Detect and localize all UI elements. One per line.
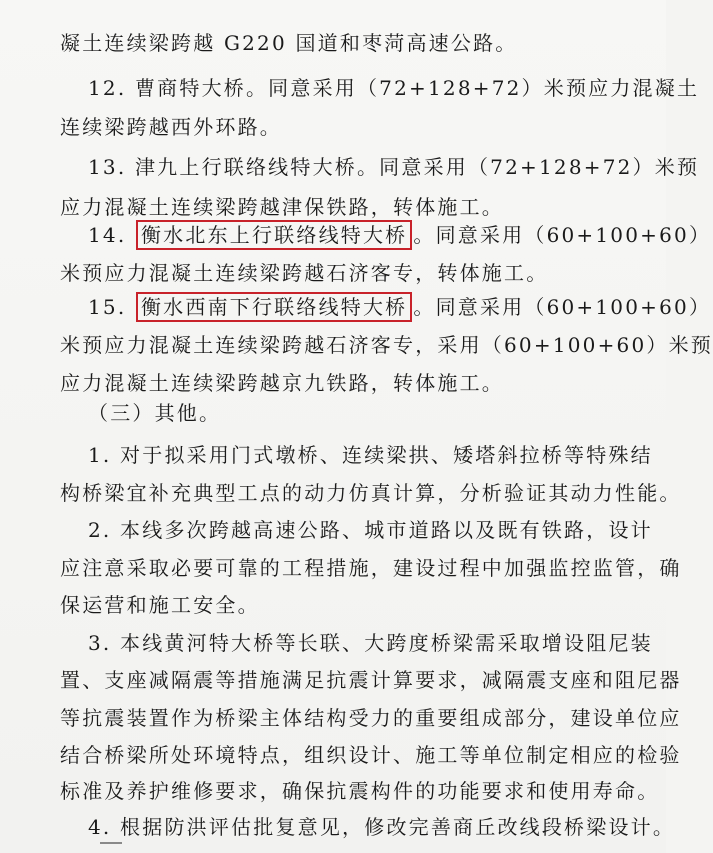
item-2-line-2: 应注意采取必要可靠的工程措施，建设过程中加强监控监管，确 xyxy=(60,556,682,580)
item-12-line-1: 12. 曹商特大桥。同意采用（72+128+72）米预应力混凝土 xyxy=(88,76,700,100)
item-13-line-1: 13. 津九上行联络线特大桥。同意采用（72+128+72）米预 xyxy=(88,155,700,179)
item-3-line-2: 置、支座减隔震等措施满足抗震计算要求，减隔震支座和阻尼器 xyxy=(60,668,682,692)
page-number-fragment xyxy=(100,842,122,852)
item-3-line-5: 标准及养护维修要求，确保抗震构件的功能要求和使用寿命。 xyxy=(60,779,660,803)
item-15-line-3: 应力混凝土连续梁跨越京九铁路，转体施工。 xyxy=(60,371,504,395)
item-15-line-2: 米预应力混凝土连续梁跨越石济客专，采用（60+100+60）米预 xyxy=(60,333,713,357)
item-4-line-1: 4. 根据防洪评估批复意见，修改完善商丘改线段桥梁设计。 xyxy=(88,815,676,839)
item-14-line-1: 14. 衡水北东上行联络线特大桥 。同意采用（60+100+60） xyxy=(88,220,711,250)
item-2-line-1: 2. 本线多次跨越高速公路、城市道路以及既有铁路，设计 xyxy=(88,518,653,542)
item-1-line-1: 1. 对于拟采用门式墩桥、连续梁拱、矮塔斜拉桥等特殊结 xyxy=(88,443,653,467)
item-1-line-2: 构桥梁宜补充典型工点的动力仿真计算，分析验证其动力性能。 xyxy=(60,481,682,505)
item-3-line-4: 结合桥梁所处环境特点，组织设计、施工等单位制定相应的检验 xyxy=(60,743,682,767)
item-14-line-2: 米预应力混凝土连续梁跨越石济客专，转体施工。 xyxy=(60,261,549,285)
highlight-box-bridge-15: 衡水西南下行联络线特大桥 xyxy=(136,292,412,322)
item-2-line-3: 保运营和施工安全。 xyxy=(60,593,260,617)
text-line: 凝土连续梁跨越 G220 国道和枣菏高速公路。 xyxy=(60,31,518,55)
item-15-line-1: 15. 衡水西南下行联络线特大桥 。同意采用（60+100+60） xyxy=(88,292,711,322)
item-3-line-1: 3. 本线黄河特大桥等长联、大跨度桥梁需采取增设阻尼装 xyxy=(88,631,653,655)
section-heading-other: （三）其他。 xyxy=(88,401,222,425)
item-13-line-2: 应力混凝土连续梁跨越津保铁路，转体施工。 xyxy=(60,195,504,219)
highlight-box-bridge-14: 衡水北东上行联络线特大桥 xyxy=(136,220,412,250)
item-12-line-2: 连续梁跨越西外环路。 xyxy=(60,115,282,139)
item-3-line-3: 等抗震装置作为桥梁主体结构受力的重要组成部分，建设单位应 xyxy=(60,706,682,730)
